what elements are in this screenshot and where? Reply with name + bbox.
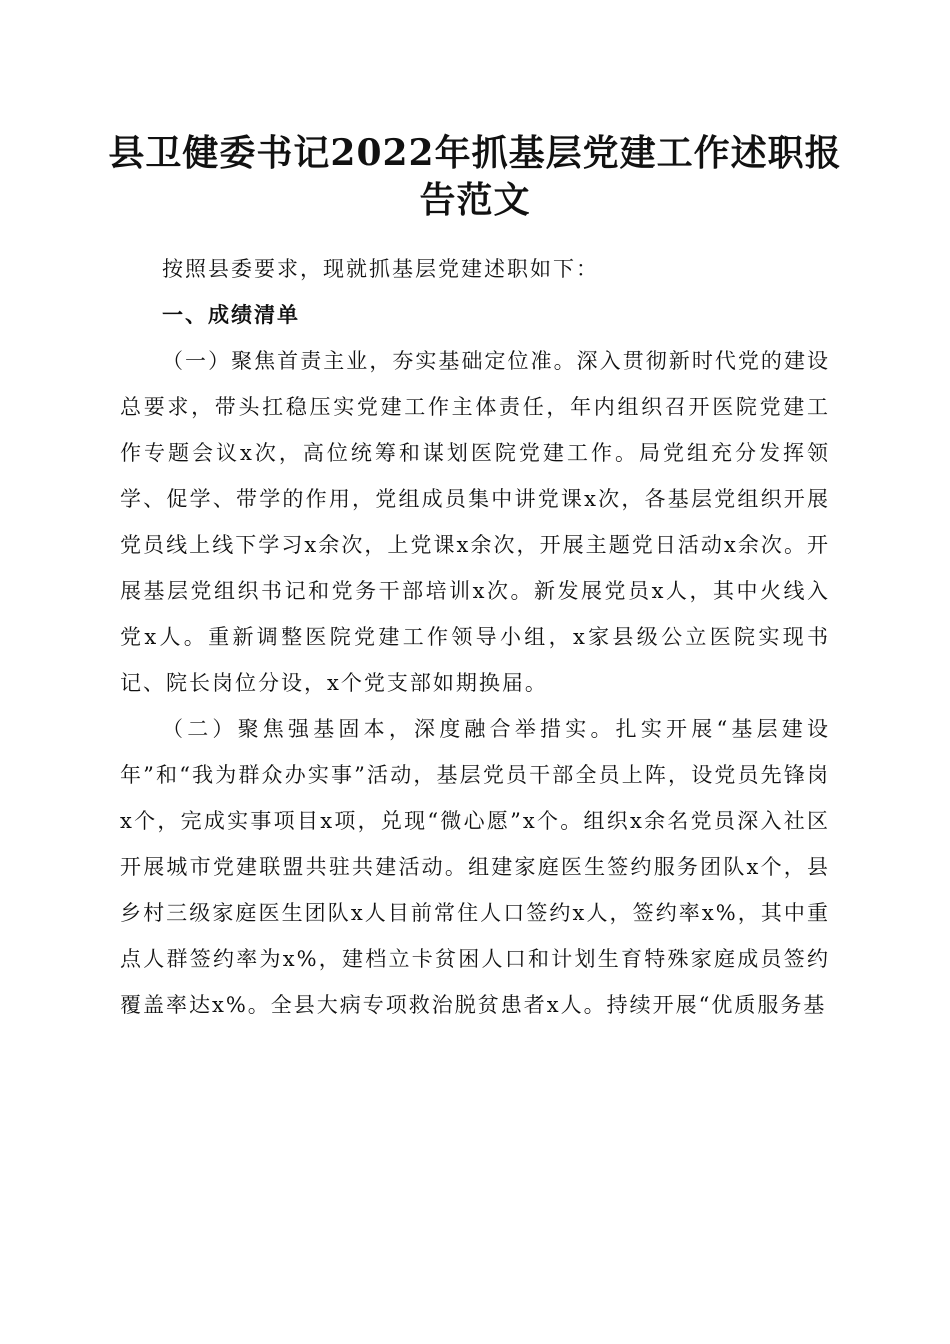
paragraph-1: （一）聚焦首责主业，夯实基础定位准。深入贯彻新时代党的建设总要求，带头扛稳压实党建工作主体责任，年内组织召开医院党建工作专题会议x次，高位统筹和谋划医院党建工作。局党组充分发挥领学、促学、带学的作用，党组成员集中讲党课x次，各基层党组织开展党员线上线下学习x余次，上党课x余次，开展主题党日活动x余次。开展基层党组织书记和党务干部培训x次。新发展党员x人，其中火线入党x人。重新调整医院党建工作领导小组，x家县级公立医院实现书记、院长岗位分设，x个党支部如期换届。 — [120, 349, 830, 695]
document-body — [120, 246, 830, 1028]
section-heading: 一、成绩清单 — [162, 303, 300, 327]
document-title: 县卫健委书记2022年抓基层党建工作述职报告范文 — [108, 132, 842, 221]
paragraph-2: （二）聚焦强基固本，深度融合举措实。扎实开展“基层建设年”和“我为群众办实事”活动，基层党员干部全员上阵，设党员先锋岗x个，完成实事项目x项，兑现“微心愿”x个。组织x余名党员深入社区开展城市党建联盟共驻共建活动。组建家庭医生签约服务团队x个，县乡村三级家庭医生团队x人目前常住人口签约x人，签约率x%，其中重点人群签约率为x%，建档立卡贫困人口和计划生育特殊家庭成员签约覆盖率达x%。全县大病专项救治脱贫患者x人。持续开展“优质服务基 — [120, 717, 830, 1017]
intro-paragraph: 按照县委要求，现就抓基层党建述职如下： — [162, 257, 599, 281]
